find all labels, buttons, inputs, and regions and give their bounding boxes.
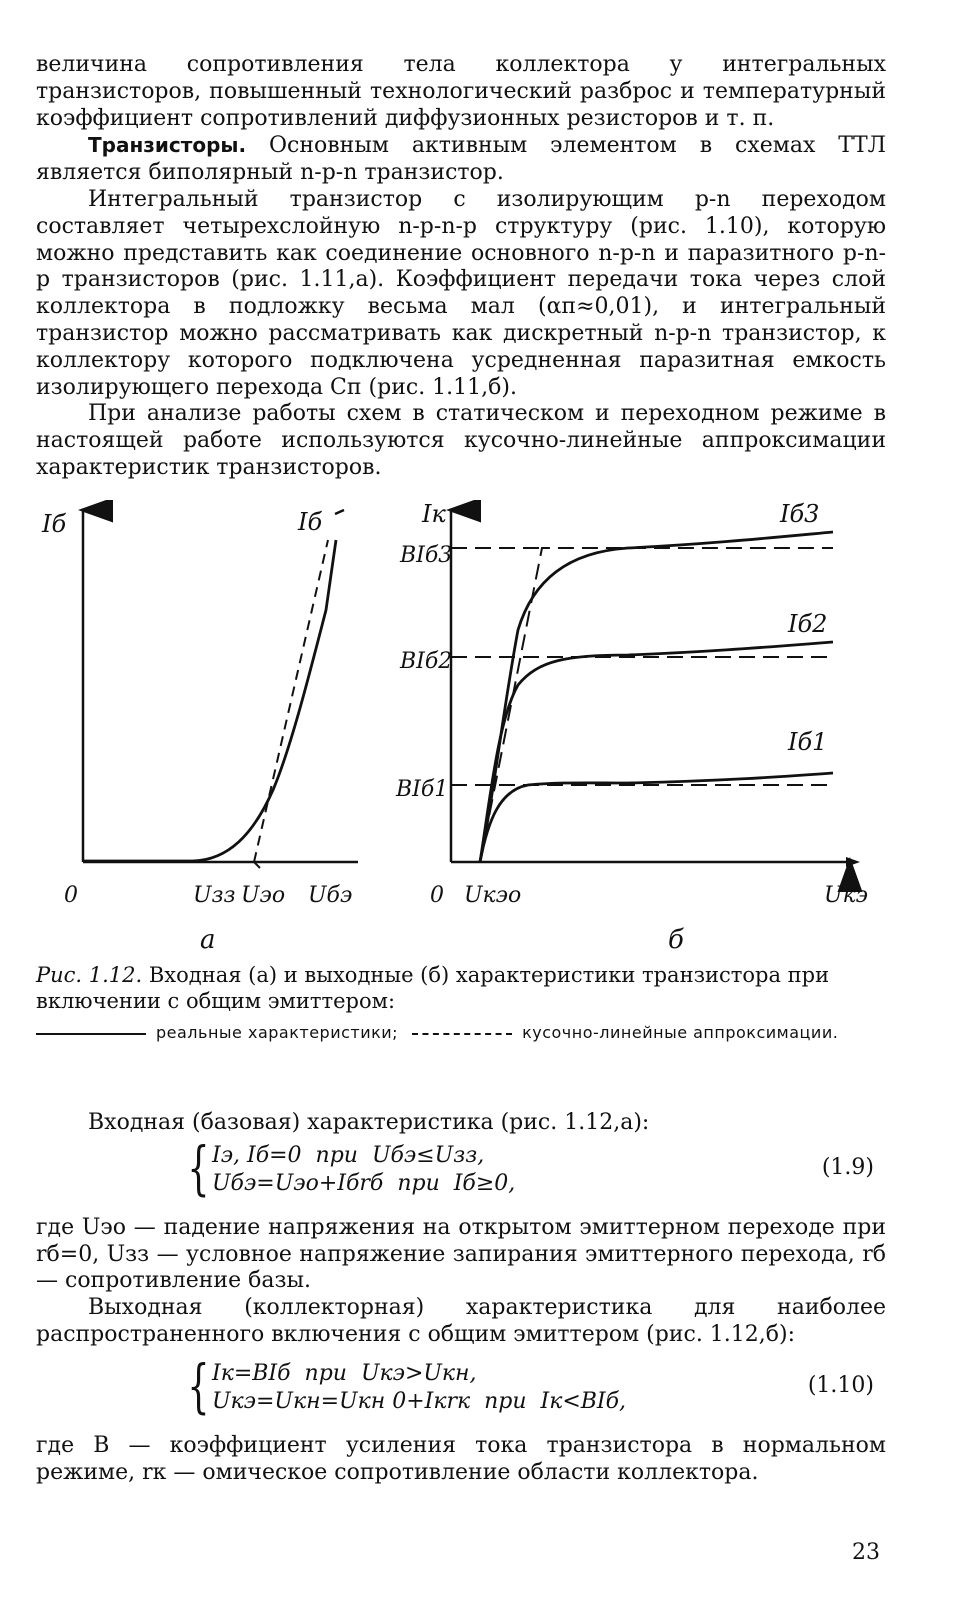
legend-dashed-text: кусочно-линейные аппроксимации.: [522, 1023, 839, 1042]
top-text: [36, 52, 886, 482]
eq1-line2: Uбэ=Uэо+Iбrб при Iб≥0,: [212, 1170, 516, 1196]
eq1-number: (1.9): [821, 1154, 874, 1180]
eq1-brace: {: [187, 1133, 210, 1202]
real-ib2: [480, 642, 833, 862]
left-panel-letter: а: [200, 925, 216, 955]
figure-caption: [36, 962, 886, 1014]
figure-svg: [28, 500, 888, 970]
curve-label-ib3: Iб3: [780, 500, 820, 528]
paragraph-1: величина сопротивления тела коллектора у интегральных транзисторов, повышенный технологический разброс и температурный коэффициент сопротивлений диффузионных резисторов и т. п.: [36, 52, 886, 131]
caption-text: Входная (а) и выходные (б) характеристики транзистора при включении с общим эмиттером:: [36, 963, 830, 1013]
left-y-label: Iб: [42, 510, 67, 538]
equation-1-9: [36, 1133, 886, 1203]
right-panel-letter: б: [668, 925, 684, 955]
real-ib3: [480, 532, 833, 862]
left-real-curve: [83, 540, 336, 861]
equation-1-10: [36, 1351, 886, 1421]
paragraph-where-1: где Uэо — падение напряжения на открытом эмиттерном переходе при rб=0, Uзз — условное напряжение запирания эмиттерного перехода, rб — сопротивление базы.: [36, 1214, 886, 1294]
heading-transistors: Транзисторы.: [88, 133, 247, 158]
right-x-arrow: [846, 857, 860, 867]
legend-dashed-line: [412, 1033, 512, 1035]
eq2-line2: Uкэ=Uкн=Uкн 0+Iкrк при Iк<BIб,: [212, 1388, 627, 1414]
figure-legend: [36, 1022, 886, 1044]
level-bib1: BIб1: [396, 777, 449, 802]
paragraph-where-2: где B — коэффициент усиления тока транзистора в нормальном режиме, rк — омическое сопротивление области коллектора.: [36, 1432, 886, 1485]
legend-solid-line: [36, 1033, 146, 1035]
paragraph-transistors: [36, 132, 886, 187]
transistors-text: Основным активным элементом в схемах ТТЛ является биполярный n-p-n транзистор.: [36, 133, 886, 186]
right-x-label: Uкэ: [824, 883, 868, 908]
page-number: 23: [852, 1540, 880, 1565]
left-tick-ueo: Uэо: [241, 883, 286, 908]
left-tick-ube: Uбэ: [308, 883, 353, 908]
left-curve-label: Iб: [298, 508, 323, 536]
left-tick-uzz: Uзз: [193, 883, 236, 908]
left-approx-line: [83, 540, 328, 868]
eq2-brace: {: [187, 1351, 210, 1420]
right-y-label: Iк: [422, 500, 446, 528]
legend-solid-text: реальные характеристики;: [156, 1023, 399, 1042]
level-bib3: BIб3: [400, 543, 453, 568]
level-bib2: BIб2: [400, 649, 453, 674]
curve-label-ib1: Iб1: [788, 728, 828, 756]
left-origin: 0: [64, 883, 78, 908]
caption-fignum: Рис. 1.12.: [36, 963, 143, 987]
right-origin: 0: [430, 883, 444, 908]
figure-1-12: [28, 500, 888, 970]
paragraph-analysis: При анализе работы схем в статическом и переходном режиме в настоящей работе используются кусочно-линейные аппроксимации характеристик транзисторов.: [36, 401, 886, 480]
curve-label-ib2: Iб2: [788, 610, 828, 638]
text-after-figure: [36, 1110, 886, 1486]
real-ib1: [480, 773, 833, 862]
left-approx-tail: [335, 510, 344, 514]
eq1-line1: Iэ, Iб=0 при Uбэ≤Uзз,: [212, 1142, 485, 1168]
right-tick-ukeo: Uкэо: [464, 883, 522, 908]
paragraph-integral: Интегральный транзистор с изолирующим p-n переходом составляет четырехслойную n-p-n-p структуру (рис. 1.10), которую можно представить как соединение основного n-p-n и паразитного p-n-p транзисторов (рис. 1.11,а). Коэффициент передачи тока через слой коллектора в подложку весьма мал (αп≈0,01), и интегральный транзистор можно рассматривать как дискретный n-p-n транзистор, к коллектору которого подключена усредненная паразитная емкость изолирующего перехода Cп (рис. 1.11,б).: [36, 186, 886, 400]
eq2-number: (1.10): [807, 1372, 874, 1398]
paragraph-input-char: Входная (базовая) характеристика (рис. 1.12,а):: [88, 1110, 650, 1135]
paragraph-output-char: Выходная (коллекторная) характеристика для наиболее распространенного включения с общим эмиттером (рис. 1.12,б):: [36, 1295, 886, 1347]
eq2-line1: Iк=BIб при Uкэ>Uкн,: [212, 1360, 477, 1386]
